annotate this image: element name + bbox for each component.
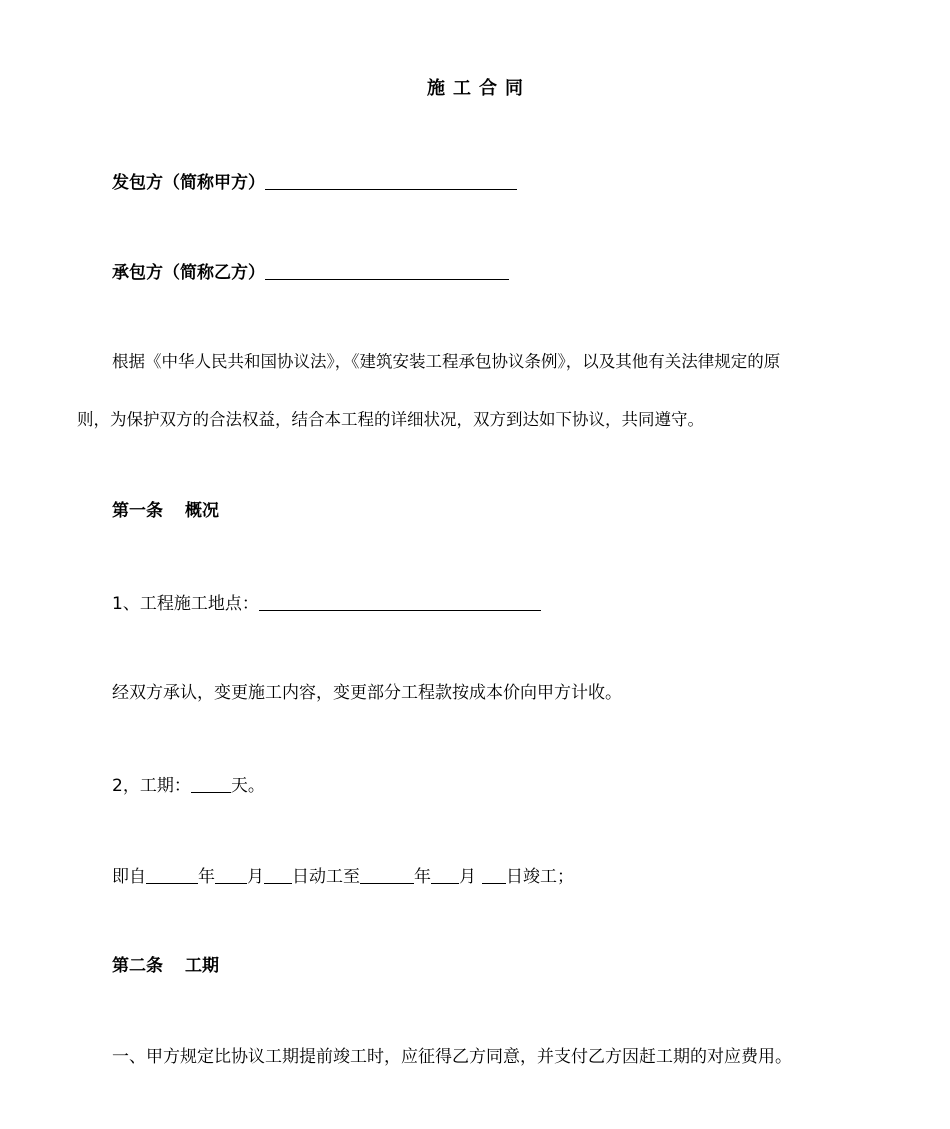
item-1-line [0,590,950,616]
start-day-label: 日动工至 [292,867,360,887]
start-year-blank[interactable] [146,865,198,884]
preamble-line-2: 则，为保护双方的合法权益，结合本工程的详细状况，双方到达如下协议，共同遵守。 [77,410,704,429]
item-2-unit: 天。 [230,776,265,796]
party-b-blank[interactable] [265,261,509,280]
duration-days-blank[interactable] [191,774,231,793]
end-day-blank[interactable] [482,865,506,884]
start-month-blank[interactable] [215,865,247,884]
preamble-line-1: 根据《中华人民共和国协议法》，《建筑安装工程承包协议条例》，以及其他有关法律规定的原 [112,352,781,371]
party-b-line [0,259,950,285]
schedule-line [0,863,950,889]
item-1-label: 1、工程施工地点： [112,594,259,614]
end-day-label: 日竣工； [506,867,574,887]
party-a-label: 发包方（简称甲方） [112,173,265,193]
article-1-name: 概况 [185,501,219,521]
item-2-line [0,772,950,798]
article-1-heading [0,499,950,523]
end-month-blank[interactable] [431,865,459,884]
document-title: 施工合同 [427,78,531,99]
end-year-label: 年 [414,867,431,887]
end-year-blank[interactable] [360,865,414,884]
article-2-number: 第二条 [112,956,163,976]
schedule-prefix: 即自 [112,867,146,887]
party-a-blank[interactable] [265,171,517,190]
start-day-blank[interactable] [264,865,292,884]
article-2-heading [0,954,950,978]
party-a-line [0,169,950,195]
article-1-number: 第一条 [112,501,163,521]
item-2-label: 2，工期： [112,776,191,796]
start-month-label: 月 [247,867,264,887]
party-b-label: 承包方（简称乙方） [112,263,265,283]
start-year-label: 年 [198,867,215,887]
end-month-label: 月 [459,867,476,887]
item-1-note: 经双方承认，变更施工内容，变更部分工程款按成本价向甲方计收。 [112,683,622,703]
article-2-name: 工期 [185,956,219,976]
clause-one: 一、甲方规定比协议工期提前竣工时，应征得乙方同意，并支付乙方因赶工期的对应费用。 [112,1047,792,1067]
site-location-blank[interactable] [259,592,541,611]
